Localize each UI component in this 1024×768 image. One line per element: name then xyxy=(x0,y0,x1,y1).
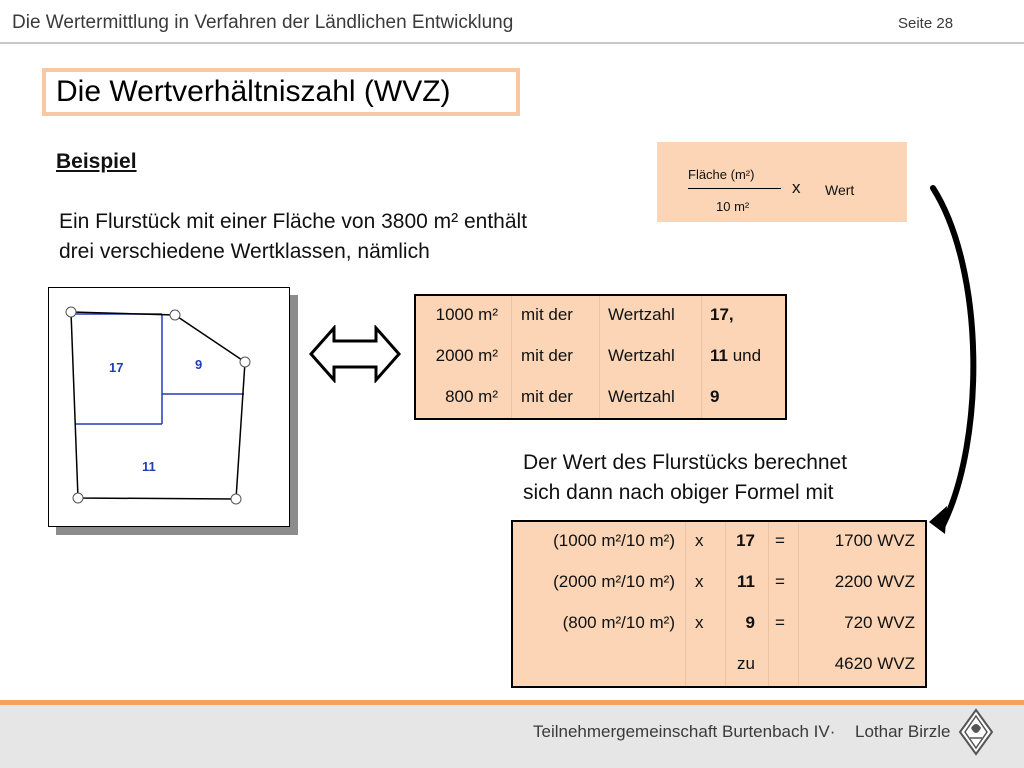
formula-times: x xyxy=(792,178,801,197)
table-row xyxy=(513,522,925,563)
times-cell: x xyxy=(695,613,704,632)
label-cell: Wertzahl xyxy=(608,387,675,406)
intro-line-2: drei verschiedene Wertklassen, nämlich xyxy=(59,240,430,263)
result-cell: 720 WVZ xyxy=(844,613,915,632)
formula-factor: Wert xyxy=(825,182,855,198)
equals-cell: = xyxy=(775,572,785,591)
formula-box xyxy=(657,142,907,222)
header-title: Die Wertermittlung in Verfahren der Ländlichen Entwicklung xyxy=(12,12,514,33)
header-divider xyxy=(0,42,1024,44)
factor-cell: 9 xyxy=(745,613,755,632)
connector-cell: mit der xyxy=(521,346,573,365)
label-cell: Wertzahl xyxy=(608,346,675,365)
area-cell: 800 m² xyxy=(445,387,498,406)
parcel-sketch xyxy=(48,287,290,527)
value-cell: 9 xyxy=(710,387,720,406)
factor-cell: 11 xyxy=(737,572,755,591)
calculation-line-1: Der Wert des Flurstücks berechnet xyxy=(523,451,848,474)
times-cell: x xyxy=(695,531,704,550)
value-classes-table xyxy=(414,294,787,420)
page-number: Seite 28 xyxy=(898,15,954,32)
emblem-logo-icon xyxy=(958,708,994,756)
class-label-9: 9 xyxy=(195,357,203,372)
zu-cell: zu xyxy=(737,654,755,673)
calculation-text xyxy=(523,448,943,508)
beispiel-heading: Beispiel xyxy=(56,150,137,173)
footer-author: Lothar Birzle xyxy=(855,722,951,741)
calculation-table xyxy=(511,520,927,688)
factor-cell: 17 xyxy=(736,531,755,550)
area-cell: 1000 m² xyxy=(435,305,498,324)
total-row xyxy=(513,645,925,686)
slide-title-text: Die Wertverhältniszahl (WVZ) xyxy=(56,75,451,108)
connector-cell: mit der xyxy=(521,305,573,324)
result-cell: 2200 WVZ xyxy=(834,572,915,591)
intro-line-1: Ein Flurstück mit einer Fläche von 3800 m² enthält xyxy=(59,210,528,233)
value-cell: 17, xyxy=(710,305,734,324)
table-row xyxy=(416,296,785,337)
quotient-cell: (2000 m²/10 m²) xyxy=(553,572,675,591)
double-arrow-icon xyxy=(308,325,402,383)
equals-cell: = xyxy=(775,613,785,632)
label-cell: Wertzahl xyxy=(608,305,675,324)
intro-text xyxy=(59,207,659,267)
times-cell: x xyxy=(695,572,704,591)
table-row xyxy=(513,604,925,645)
parcel-drawing xyxy=(49,288,289,526)
class-label-11: 11 xyxy=(142,459,156,474)
equals-cell: = xyxy=(775,531,785,550)
value-cell: 11 und xyxy=(710,346,762,365)
connector-cell: mit der xyxy=(521,387,573,406)
total-cell: 4620 WVZ xyxy=(834,654,915,673)
footer-organization: Teilnehmergemeinschaft Burtenbach IV· xyxy=(533,722,836,741)
class-label-17: 17 xyxy=(109,360,124,375)
quotient-cell: (1000 m²/10 m²) xyxy=(553,531,675,550)
calculation-line-2: sich dann nach obiger Formel mit xyxy=(523,481,834,504)
table-row xyxy=(416,378,785,419)
quotient-cell: (800 m²/10 m²) xyxy=(562,613,675,632)
slide-title xyxy=(42,68,520,116)
area-cell: 2000 m² xyxy=(435,346,498,365)
table-row xyxy=(416,337,785,378)
result-cell: 1700 WVZ xyxy=(834,531,915,550)
formula-denominator: 10 m² xyxy=(716,199,750,214)
formula-numerator: Fläche (m²) xyxy=(688,167,755,182)
fraction-line xyxy=(688,188,781,189)
table-row xyxy=(513,563,925,604)
